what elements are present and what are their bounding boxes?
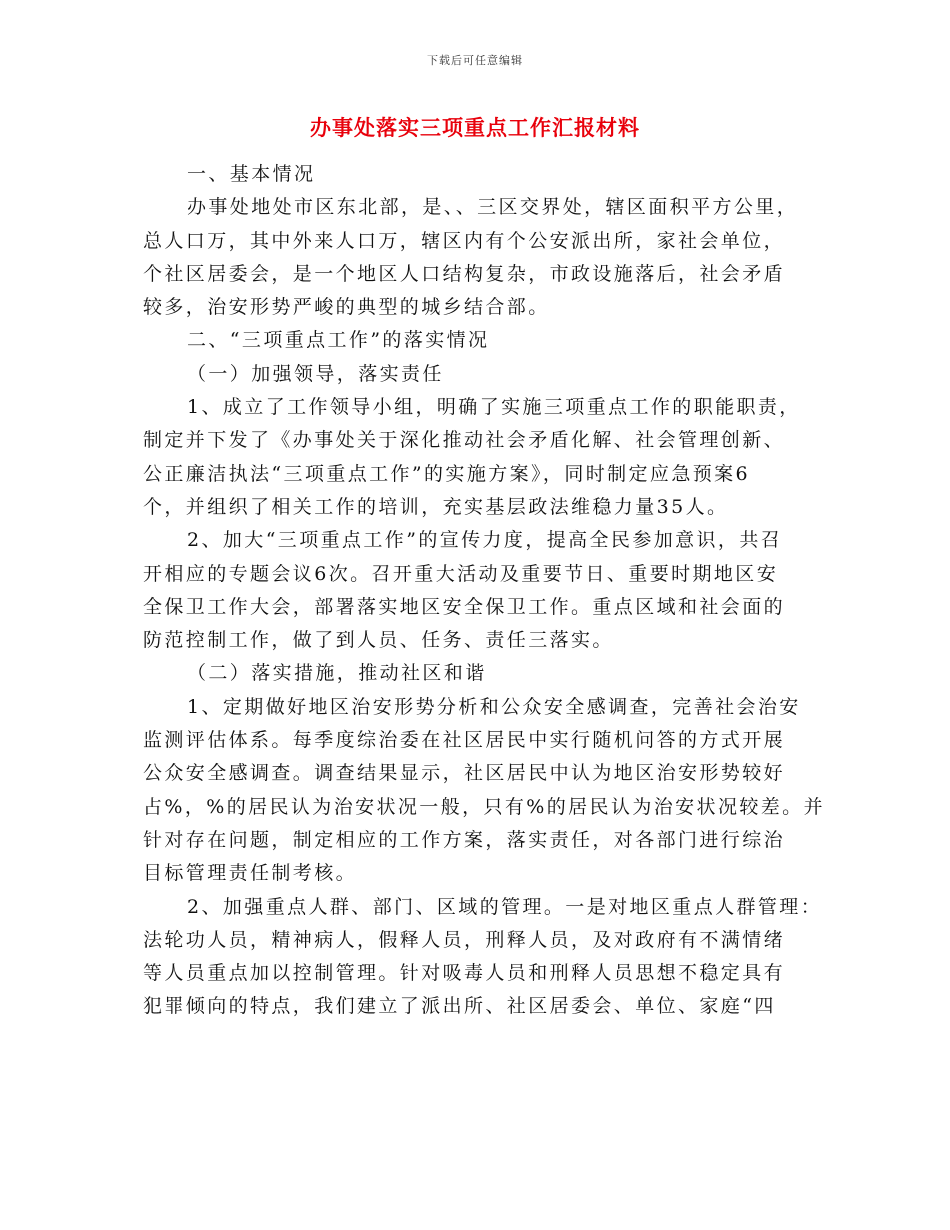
document-title: 办事处落实三项重点工作汇报材料 bbox=[310, 115, 640, 140]
text-line: 个，并组织了相关工作的培训，充实基层政法维稳力量35人。 bbox=[143, 495, 729, 518]
text-line: 等人员重点加以控制管理。针对吸毒人员和刑释人员思想不稳定具有 bbox=[143, 962, 786, 985]
text-line: 个社区居委会，是一个地区人口结构复杂，市政设施落后，社会矛盾 bbox=[143, 262, 786, 285]
text-line: 办事处地处市区东北部，是、、三区交界处，辖区面积平方公里， bbox=[187, 196, 799, 219]
text-line: 犯罪倾向的特点，我们建立了派出所、社区居委会、单位、家庭“四 bbox=[143, 995, 776, 1018]
text-line: 2、加大“三项重点工作”的宣传力度，提高全民参加意识，共召 bbox=[187, 529, 783, 552]
text-line: 针对存在问题，制定相应的工作方案，落实责任，对各部门进行综治 bbox=[143, 828, 786, 851]
text-line: 目标管理责任制考核。 bbox=[143, 862, 358, 885]
body-text bbox=[143, 158, 825, 1024]
text-line: 法轮功人员，精神病人，假释人员，刑释人员，及对政府有不满情绪 bbox=[143, 928, 786, 951]
header-note: 下载后可任意编辑 bbox=[427, 54, 523, 67]
text-line: 制定并下发了《办事处关于深化推动社会矛盾化解、社会管理创新、 bbox=[143, 429, 786, 452]
text-line: 公众安全感调查。调查结果显示，社区居民中认为地区治安形势较好 bbox=[143, 762, 786, 785]
text-line: 占%，%的居民认为治安状况一般，只有%的居民认为治安状况较差。并 bbox=[143, 795, 825, 818]
text-line: 监测评估体系。每季度综治委在社区居民中实行随机问答的方式开展 bbox=[143, 729, 786, 752]
text-line: 公正廉洁执法“三项重点工作”的实施方案》，同时制定应急预案6 bbox=[143, 462, 751, 485]
text-line: 防范控制工作，做了到人员、任务、责任三落实。 bbox=[143, 629, 614, 652]
text-line: 1、定期做好地区治安形势分析和公众安全感调查，完善社会治安 bbox=[187, 695, 801, 718]
text-line: 2、加强重点人群、部门、区域的管理。一是对地区重点人群管理： bbox=[187, 895, 823, 918]
text-line: 开相应的专题会议6次。召开重大活动及重要节日、重要时期地区安 bbox=[143, 562, 779, 585]
text-line: （一）加强领导，落实责任 bbox=[187, 362, 444, 385]
text-line: 二、“三项重点工作”的落实情况 bbox=[187, 329, 490, 352]
text-line: 总人口万，其中外来人口万，辖区内有个公安派出所，家社会单位， bbox=[143, 229, 786, 252]
text-line: 1、成立了工作领导小组，明确了实施三项重点工作的职能职责， bbox=[187, 396, 801, 419]
text-line: 一、基本情况 bbox=[187, 163, 316, 185]
text-line: （二）落实措施，推动社区和谐 bbox=[187, 662, 487, 685]
text-line: 较多，治安形势严峻的典型的城乡结合部。 bbox=[143, 296, 550, 319]
text-line: 全保卫工作大会，部署落实地区安全保卫工作。重点区域和社会面的 bbox=[143, 595, 786, 618]
